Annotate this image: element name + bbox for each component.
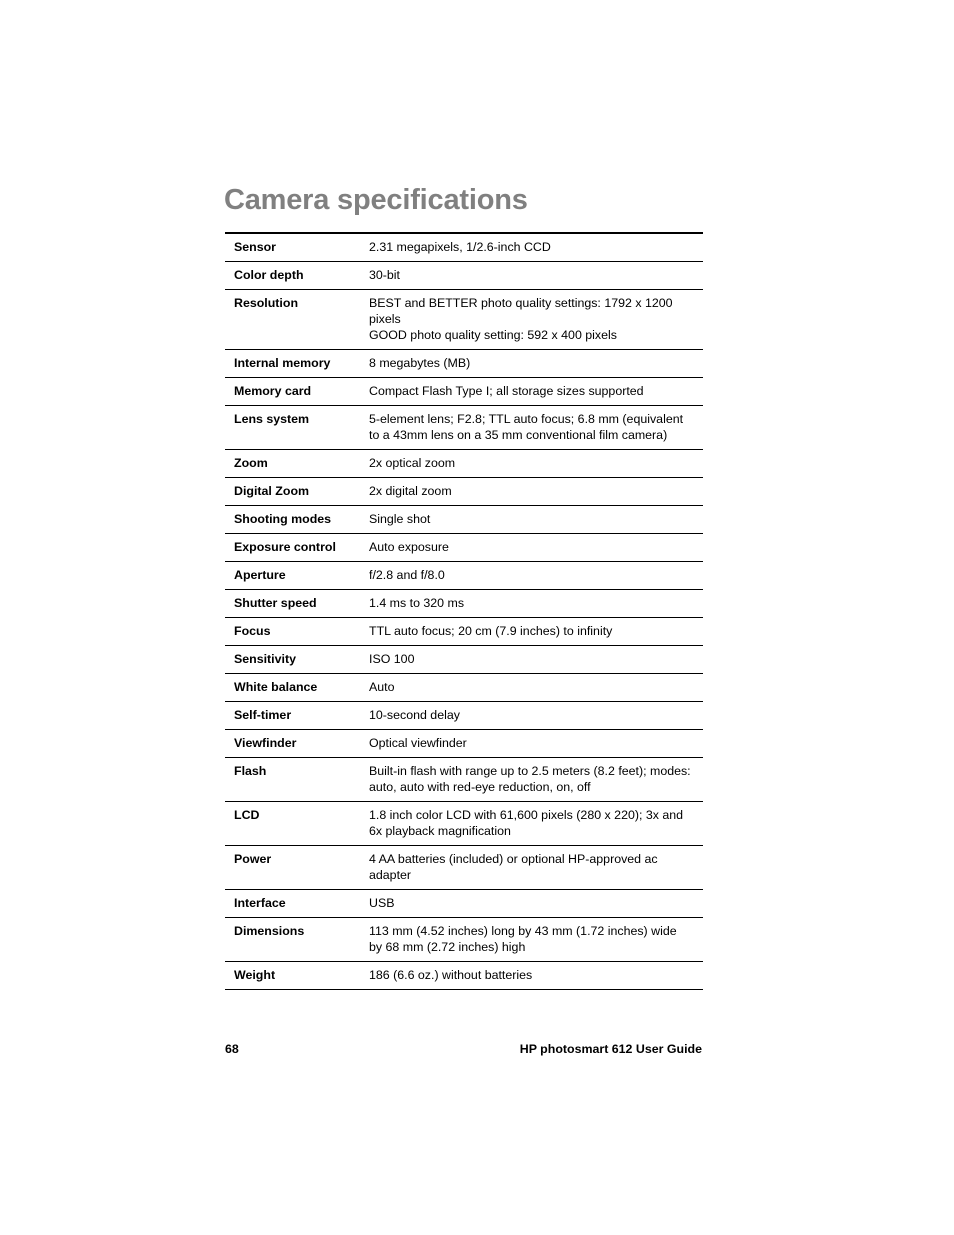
spec-row	[225, 702, 703, 730]
spec-value-line: Auto exposure	[369, 540, 449, 554]
spec-label: Flash	[225, 758, 369, 802]
spec-value-line: f/2.8 and f/8.0	[369, 568, 445, 582]
spec-value	[369, 802, 703, 846]
spec-label: Dimensions	[225, 918, 369, 962]
spec-label: Shutter speed	[225, 590, 369, 618]
spec-value	[369, 674, 703, 702]
spec-value	[369, 378, 703, 406]
spec-value	[369, 962, 703, 990]
spec-label: Sensor	[225, 233, 369, 262]
spec-value	[369, 450, 703, 478]
spec-label: Focus	[225, 618, 369, 646]
spec-value-line: 10-second delay	[369, 708, 460, 722]
spec-value-line: 2.31 megapixels, 1/2.6-inch CCD	[369, 240, 551, 254]
spec-row	[225, 962, 703, 990]
spec-row	[225, 846, 703, 890]
spec-row	[225, 378, 703, 406]
spec-label: Weight	[225, 962, 369, 990]
spec-row	[225, 590, 703, 618]
spec-value	[369, 702, 703, 730]
spec-row	[225, 618, 703, 646]
spec-value-line: 5-element lens; F2.8; TTL auto focus; 6.8 mm (equivalent to a 43mm lens on a 35 mm conventional film camera)	[369, 412, 684, 442]
spec-value	[369, 758, 703, 802]
spec-label: White balance	[225, 674, 369, 702]
guide-title: HP photosmart 612 User Guide	[519, 1042, 702, 1056]
spec-value	[369, 562, 703, 590]
spec-label: Internal memory	[225, 350, 369, 378]
spec-value	[369, 478, 703, 506]
spec-value-line: 8 megabytes (MB)	[369, 356, 471, 370]
spec-label: Self-timer	[225, 702, 369, 730]
spec-value-line: Built-in flash with range up to 2.5 meters (8.2 feet); modes: auto, auto with red-eye reduction, on, off	[369, 764, 691, 794]
spec-value-line: ISO 100	[369, 652, 415, 666]
spec-row	[225, 674, 703, 702]
spec-value	[369, 618, 703, 646]
spec-row	[225, 890, 703, 918]
page-title: Camera specifications	[224, 184, 528, 216]
spec-value-line: 30-bit	[369, 268, 400, 282]
spec-value	[369, 534, 703, 562]
spec-label: Power	[225, 846, 369, 890]
specifications-table-body	[225, 233, 703, 990]
spec-value-line: TTL auto focus; 20 cm (7.9 inches) to infinity	[369, 624, 613, 638]
spec-value	[369, 290, 703, 350]
spec-value-line: 1.4 ms to 320 ms	[369, 596, 465, 610]
spec-row	[225, 506, 703, 534]
spec-label: Exposure control	[225, 534, 369, 562]
spec-label: Viewfinder	[225, 730, 369, 758]
spec-value	[369, 590, 703, 618]
spec-row	[225, 802, 703, 846]
spec-row	[225, 233, 703, 262]
spec-row	[225, 730, 703, 758]
spec-value-line: Auto	[369, 680, 395, 694]
spec-value	[369, 646, 703, 674]
spec-value	[369, 406, 703, 450]
spec-value-line: 4 AA batteries (included) or optional HP-approved ac adapter	[369, 852, 658, 882]
spec-label: Aperture	[225, 562, 369, 590]
spec-value-line: 2x digital zoom	[369, 484, 452, 498]
spec-row	[225, 758, 703, 802]
spec-value-line: BEST and BETTER photo quality settings: 1792 x 1200 pixels	[369, 296, 673, 326]
spec-row	[225, 918, 703, 962]
spec-value-line: Optical viewfinder	[369, 736, 467, 750]
spec-value	[369, 233, 703, 262]
spec-label: Lens system	[225, 406, 369, 450]
page-number: 68	[225, 1042, 239, 1056]
spec-label: LCD	[225, 802, 369, 846]
spec-value-line: GOOD photo quality setting: 592 x 400 pixels	[369, 328, 617, 342]
specifications-table	[225, 232, 703, 990]
spec-row	[225, 534, 703, 562]
spec-row	[225, 478, 703, 506]
spec-value-line: 113 mm (4.52 inches) long by 43 mm (1.72 inches) wide by 68 mm (2.72 inches) high	[369, 924, 677, 954]
spec-row	[225, 406, 703, 450]
spec-row	[225, 562, 703, 590]
spec-value-line: 2x optical zoom	[369, 456, 456, 470]
spec-value-line: USB	[369, 896, 395, 910]
spec-value	[369, 846, 703, 890]
spec-row	[225, 290, 703, 350]
spec-label: Interface	[225, 890, 369, 918]
spec-value	[369, 262, 703, 290]
spec-row	[225, 350, 703, 378]
spec-value	[369, 350, 703, 378]
spec-label: Color depth	[225, 262, 369, 290]
spec-value	[369, 506, 703, 534]
spec-value-line: 186 (6.6 oz.) without batteries	[369, 968, 533, 982]
spec-value-line: Compact Flash Type I; all storage sizes supported	[369, 384, 644, 398]
spec-label: Digital Zoom	[225, 478, 369, 506]
spec-value	[369, 918, 703, 962]
spec-label: Resolution	[225, 290, 369, 350]
spec-row	[225, 450, 703, 478]
spec-label: Memory card	[225, 378, 369, 406]
spec-label: Sensitivity	[225, 646, 369, 674]
spec-row	[225, 262, 703, 290]
spec-label: Zoom	[225, 450, 369, 478]
spec-label: Shooting modes	[225, 506, 369, 534]
spec-value-line: Single shot	[369, 512, 431, 526]
spec-value-line: 1.8 inch color LCD with 61,600 pixels (280 x 220); 3x and 6x playback magnification	[369, 808, 684, 838]
spec-value	[369, 730, 703, 758]
spec-value	[369, 890, 703, 918]
spec-row	[225, 646, 703, 674]
